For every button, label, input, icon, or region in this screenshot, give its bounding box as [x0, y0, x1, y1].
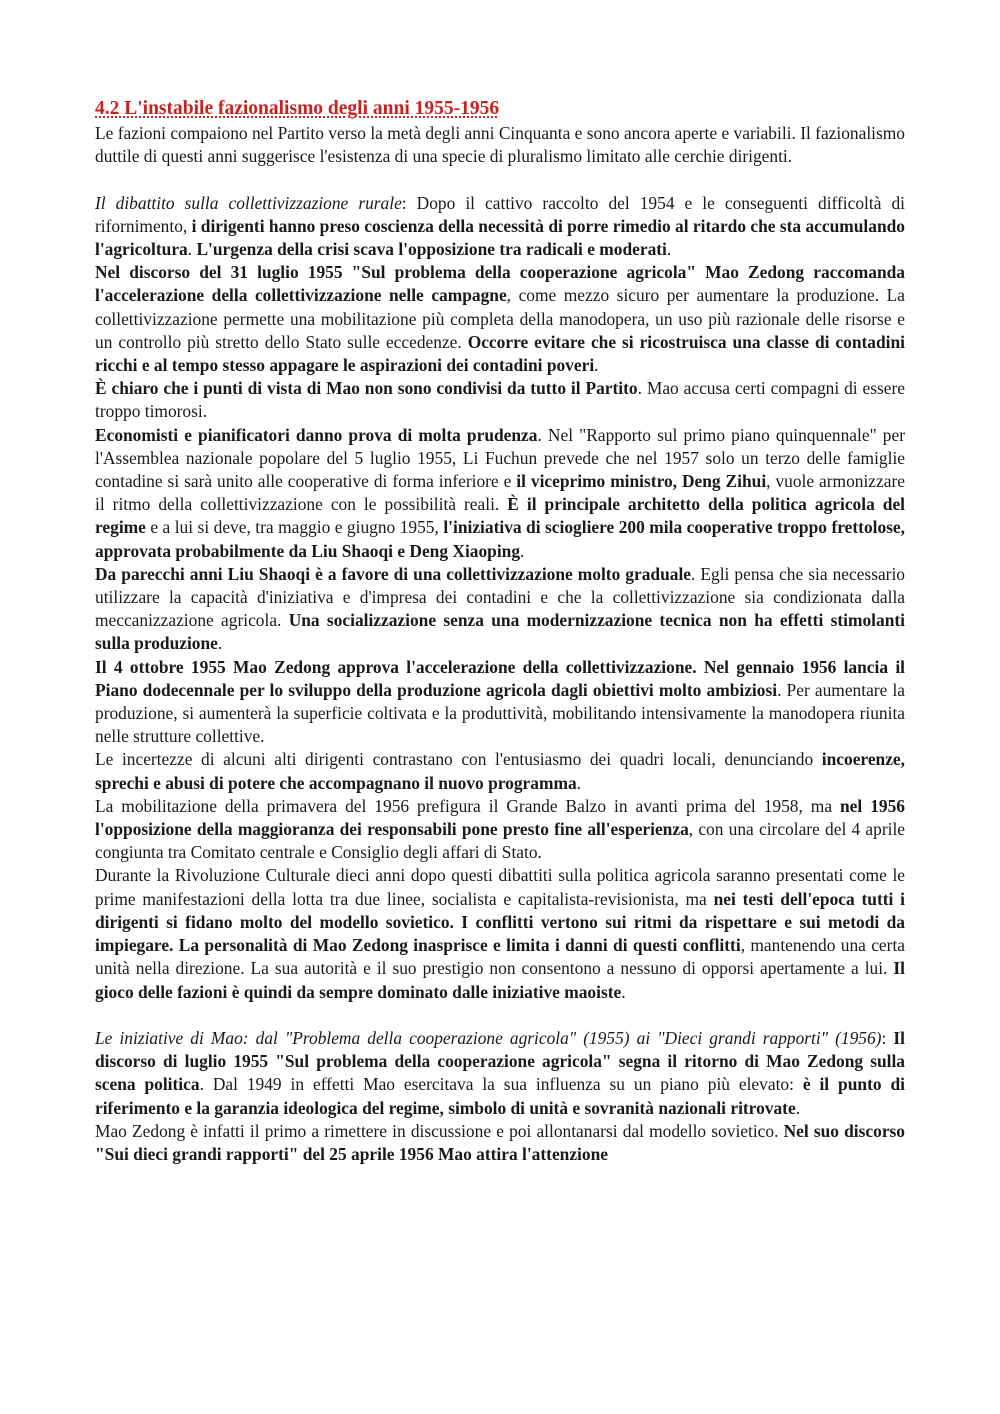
paragraph	[95, 1027, 905, 1120]
text-run: Le incertezze di alcuni alti dirigenti contrastano con l'entusiasmo dei quadri locali, denunciando	[95, 749, 822, 770]
bold-text: Il discorso di luglio 1955 "Sul problema della cooperazione agricola" segna il ritorno di Mao Zedong sulla scena politica	[95, 1027, 905, 1095]
document-page	[95, 97, 905, 1166]
bold-text: incoerenze, sprechi e abusi di potere che accompagnano il nuovo programma	[95, 749, 905, 793]
text-run: :	[881, 1027, 894, 1048]
text-run: . Mao accusa certi compagni di essere troppo timorosi.	[95, 378, 905, 422]
section-heading[interactable]: 4.2 L'instabile fazionalismo degli anni 1955-1956	[95, 98, 500, 119]
bold-text: il viceprimo ministro, Deng Zihui	[516, 471, 767, 492]
bold-text: Una socializzazione senza una modernizzazione tecnica non ha effetti stimolanti sulla produzione	[95, 610, 905, 654]
paragraph	[95, 656, 905, 749]
paragraph	[95, 261, 905, 377]
text-run: .	[520, 540, 525, 561]
bold-text: Nel discorso del 31 luglio 1955 "Sul problema della cooperazione agricola" Mao Zedong raccomanda l'accelerazione della collettivizzazione nelle campagne	[95, 262, 905, 306]
paragraph-spacer	[95, 168, 905, 191]
text-run: e a lui si deve, tra maggio e giugno 1955,	[145, 517, 444, 538]
bold-text: Nel suo discorso "Sui dieci grandi rapporti" del 25 aprile 1956 Mao attira l'attenzione	[95, 1120, 905, 1164]
bold-text: nel 1956 l'opposizione della maggioranza dei responsabili pone presto fine all'esperienza	[95, 795, 905, 840]
bold-text: È il principale architetto della politica agricola del regime	[95, 494, 906, 538]
paragraph-spacer	[95, 1004, 905, 1027]
text-run: .	[594, 355, 599, 376]
bold-text: Il gioco delle fazioni è quindi da sempre dominato dalle iniziative maoiste	[95, 958, 905, 1002]
text-run: . Per aumentare la produzione, si aumenterà la superficie coltivata e la produttività, mobilitando intensivamente la manodopera riunita nelle strutture collettive.	[95, 679, 905, 747]
text-run: , mantenendo una certa unità nella direzione. La sua autorità e il suo prestigio non consentono a nessuno di opporsi apertamente a lui.	[95, 935, 905, 979]
text-run: , con una circolare del 4 aprile congiunta tra Comitato centrale e Consiglio degli affari di Stato.	[95, 819, 905, 863]
paragraph	[95, 122, 905, 168]
text-run: Mao Zedong è infatti il primo a rimettere in discussione e poi allontanarsi dal modello sovietico.	[95, 1120, 784, 1141]
bold-text: l'iniziativa di sciogliere 200 mila cooperative troppo frettolose, approvata probabilmente da Liu Shaoqi e Deng Xiaoping	[95, 517, 905, 561]
paragraph	[95, 795, 905, 865]
text-run: Le fazioni compaiono nel Partito verso la metà degli anni Cinquanta e sono ancora aperte e variabili. Il fazionalismo duttile di questi anni suggerisce l'esistenza di una specie di pluralismo limitato alle cerchie dirigenti.	[95, 123, 905, 167]
text-run: : Dopo il cattivo raccolto del 1954 e le conseguenti difficoltà di rifornimento,	[95, 192, 905, 236]
text-run: , come mezzo sicuro per aumentare la produzione. La collettivizzazione permette una mobilitazione più completa della manodopera, un uso più razionale delle risorse e un controllo più stretto dello Stato sulle eccedenze.	[95, 285, 905, 352]
paragraph	[95, 424, 905, 563]
paragraph	[95, 377, 905, 423]
paragraph	[95, 563, 905, 656]
text-run: .	[217, 633, 223, 654]
bold-text: L'urgenza della crisi scava l'opposizione tra radicali e moderati	[196, 239, 667, 259]
text-run: La mobilitazione della primavera del 1956 prefigura il Grande Balzo in avanti prima del 1958, ma	[95, 795, 841, 816]
bold-text: i dirigenti hanno preso coscienza della necessità di porre rimedio al ritardo che sta accumulando l'agricoltura	[95, 215, 906, 259]
text-run: . Dal 1949 in effetti Mao esercitava la sua influenza su un piano più elevato:	[199, 1074, 803, 1095]
italic-text: Il dibattito sulla collettivizzazione rurale	[95, 192, 402, 213]
text-run: .	[576, 772, 581, 793]
italic-text: Le iniziative di Mao: dal "Problema della cooperazione agricola" (1955) ai "Dieci grandi rapporti" (1956)	[95, 1027, 882, 1048]
text-run: .	[621, 981, 626, 1002]
text-run: .	[795, 1097, 801, 1118]
paragraph	[95, 864, 905, 1003]
bold-text: Economisti e pianificatori danno prova di molta prudenza	[95, 424, 538, 445]
text-run: . Egli pensa che sia necessario utilizzare la capacità d'iniziativa e d'impresa dei contadini e che la collettivizzazione sia condizionata dalla meccanizzazione agricola.	[95, 563, 906, 631]
paragraph	[95, 1120, 905, 1166]
text-run: , vuole armonizzare il ritmo della collettivizzazione con le possibilità reali.	[95, 471, 905, 515]
text-run: .	[187, 239, 197, 259]
paragraph	[95, 192, 905, 262]
text-run: .	[666, 239, 672, 259]
bold-text: Occorre evitare che si ricostruisca una classe di contadini ricchi e al tempo stesso appagare le aspirazioni dei contadini poveri	[95, 331, 905, 376]
bold-text: è il punto di riferimento e la garanzia ideologica del regime, simbolo di unità e sovranità nazionali ritrovate	[95, 1074, 905, 1118]
text-run: Durante la Rivoluzione Culturale dieci anni dopo questi dibattiti sulla politica agricola saranno presentati come le prime manifestazioni della lotta tra due linee, socialista e capitalista-revisionista, ma	[95, 865, 905, 909]
bold-text: nei testi dell'epoca tutti i dirigenti si fidano molto del modello sovietico. I conflitti vertono sui ritmi da rispettare e sui metodi da impiegare. La personalità di Mao Zedong inasprisce e limita i danni di questi conflitti	[95, 888, 905, 956]
text-run: . Nel "Rapporto sul primo piano quinquennale" per l'Assemblea nazionale popolare del 5 luglio 1955, Li Fuchun prevede che nel 1957 solo un terzo delle famiglie contadine si sarà unito alle cooperative di forma inferiore e	[95, 424, 905, 492]
bold-text: È chiaro che i punti di vista di Mao non sono condivisi da tutto il Partito	[95, 378, 638, 399]
bold-text: Il 4 ottobre 1955 Mao Zedong approva l'accelerazione della collettivizzazione. Nel gennaio 1956 lancia il Piano dodecennale per lo sviluppo della produzione agricola dagli obiettivi molto ambiziosi	[95, 656, 905, 700]
document-body	[95, 122, 905, 1166]
paragraph	[95, 748, 905, 794]
bold-text: Da parecchi anni Liu Shaoqi è a favore di una collettivizzazione molto graduale	[95, 563, 692, 584]
